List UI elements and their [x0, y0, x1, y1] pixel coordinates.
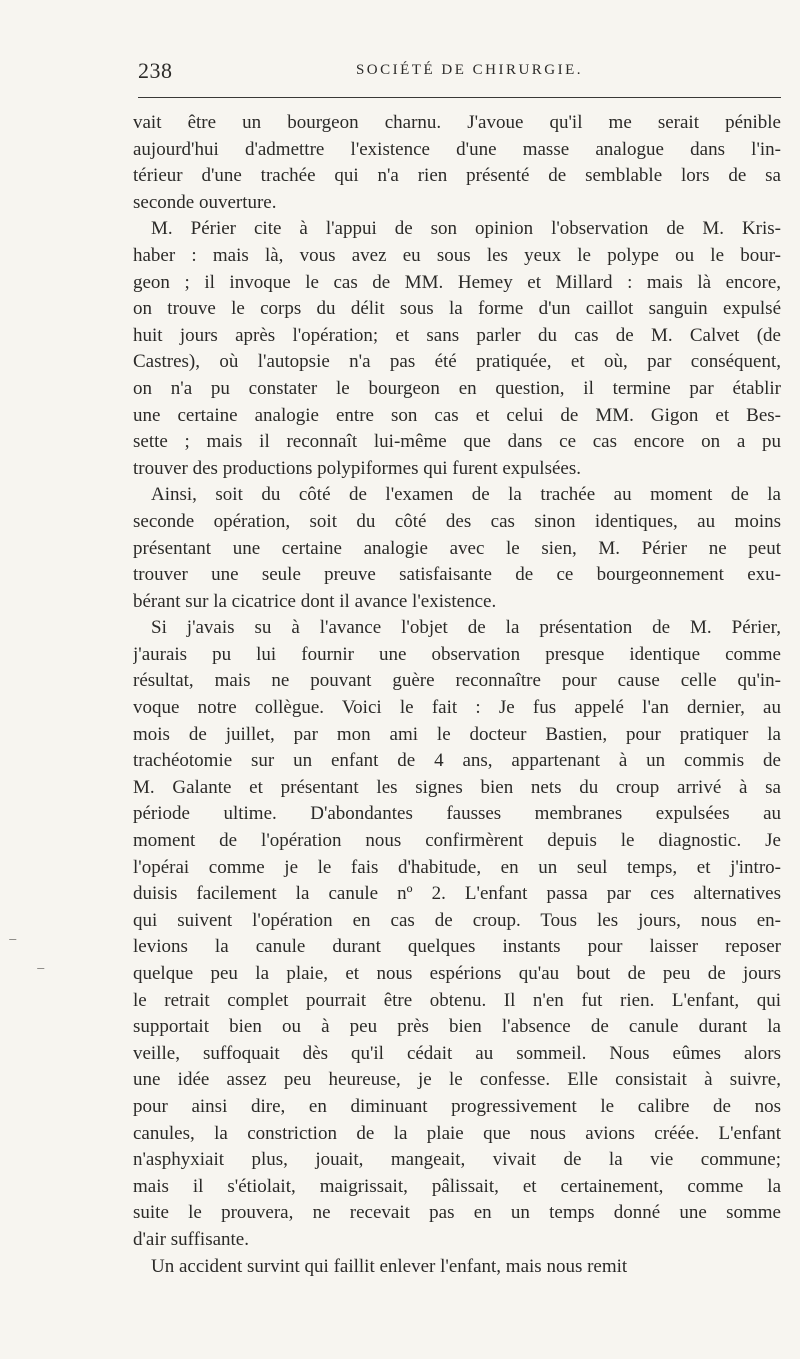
text-line: seconde ouverture. [133, 191, 277, 213]
text-line: sette ; mais il reconnaît lui-même que dans ce cas encore on a pu [133, 431, 781, 453]
text-line: mais il s'étiolait, maigrissait, pâlissait, et certainement, comme la [133, 1175, 781, 1197]
text-line: M. Galante et présentant les signes bien nets du croup arrivé à sa [133, 776, 781, 798]
text-line: vait être un bourgeon charnu. J'avoue qu'il me serait pénible [133, 112, 781, 133]
text-line: qui suivent l'opération en cas de croup. Tous les jours, nous en- [133, 909, 781, 931]
text-line: Un accident survint qui faillit enlever l'enfant, mais nous remit [151, 1255, 628, 1277]
text-line: j'aurais pu lui fournir une observation presque identique comme [133, 643, 781, 665]
page-number: 238 [138, 58, 173, 83]
text-line: haber : mais là, vous avez eu sous les yeux le polype ou le bour- [133, 244, 781, 266]
text-line: trachéotomie sur un enfant de 4 ans, appartenant à un commis de [133, 750, 781, 772]
text-line: trouver des productions polypiformes qui furent expulsées. [133, 457, 581, 479]
text-line: supportait bien ou à peu près bien l'absence de canule durant la [133, 1016, 781, 1038]
text-line: duisis facilement la canule nº 2. L'enfant passa par ces alternatives [133, 883, 781, 905]
text-line: aujourd'hui d'admettre l'existence d'une masse analogue dans l'in- [133, 138, 781, 160]
text-line: bérant sur la cicatrice dont il avance l'existence. [133, 590, 497, 612]
header-rule [138, 97, 781, 98]
margin-mark: ⁻ [36, 962, 46, 982]
text-line: d'air suffisante. [133, 1228, 249, 1250]
text-line: pour ainsi dire, en diminuant progressivement le calibre de nos [133, 1095, 781, 1117]
text-line: n'asphyxiait plus, jouait, mangeait, vivait de la vie commune; [133, 1149, 781, 1171]
text-line: huit jours après l'opération; et sans parler du cas de M. Calvet (de [133, 324, 781, 346]
text-line: moment de l'opération nous confirmèrent depuis le diagnostic. Je [133, 830, 781, 852]
text-line: Si j'avais su à l'avance l'objet de la présentation de M. Périer, [151, 617, 781, 639]
text-line: présentant une certaine analogie avec le sien, M. Périer ne peut [133, 537, 781, 559]
running-title: SOCIÉTÉ DE CHIRURGIE. [355, 62, 584, 78]
text-line: période ultime. D'abondantes fausses membranes expulsées au [133, 803, 781, 825]
margin-mark: ⁻ [8, 933, 18, 953]
text-line: on trouve le corps du délit sous la forme d'un caillot sanguin expulsé [133, 298, 781, 320]
text-line: Ainsi, soit du côté de l'examen de la trachée au moment de la [151, 484, 781, 506]
text-line: résultat, mais ne pouvant guère reconnaître pour cause celle qu'in- [133, 670, 781, 692]
text-line: térieur d'une trachée qui n'a rien présenté de semblable lors de sa [133, 165, 781, 187]
text-line: geon ; il invoque le cas de MM. Hemey et Millard : mais là encore, [133, 271, 781, 293]
body-text [133, 110, 781, 1280]
text-line: veille, suffoquait dès qu'il cédait au sommeil. Nous eûmes alors [133, 1042, 781, 1064]
text-line: levions la canule durant quelques instants pour laisser reposer [133, 936, 781, 958]
text-line: une certaine analogie entre son cas et celui de MM. Gigon et Bes- [133, 404, 781, 426]
text-line: l'opérai comme je le fais d'habitude, en un seul temps, et j'intro- [133, 856, 781, 878]
text-line: M. Périer cite à l'appui de son opinion l'observation de M. Kris- [151, 218, 781, 240]
text-line: trouver une seule preuve satisfaisante de ce bourgeonnement exu- [133, 564, 781, 586]
text-line: suite le prouvera, ne recevait pas en un temps donné une somme [133, 1202, 781, 1224]
text-line: Castres), où l'autopsie n'a pas été pratiquée, et où, par conséquent, [133, 351, 781, 373]
text-line: mois de juillet, par mon ami le docteur Bastien, pour pratiquer la [133, 723, 781, 745]
text-line: quelque peu la plaie, et nous espérions qu'au bout de peu de jours [133, 963, 781, 984]
text-line: voque notre collègue. Voici le fait : Je fus appelé l'an dernier, au [133, 697, 781, 719]
text-line: seconde opération, soit du côté des cas sinon identiques, au moins [133, 510, 781, 532]
running-head [138, 58, 781, 88]
text-line: on n'a pu constater le bourgeon en question, il termine par établir [133, 377, 781, 399]
text-line: canules, la constriction de la plaie que nous avions créée. L'enfant [133, 1122, 781, 1144]
text-line: une idée assez peu heureuse, je le confesse. Elle consistait à suivre, [133, 1069, 781, 1091]
text-line: le retrait complet pourrait être obtenu. Il n'en fut rien. L'enfant, qui [133, 989, 781, 1011]
